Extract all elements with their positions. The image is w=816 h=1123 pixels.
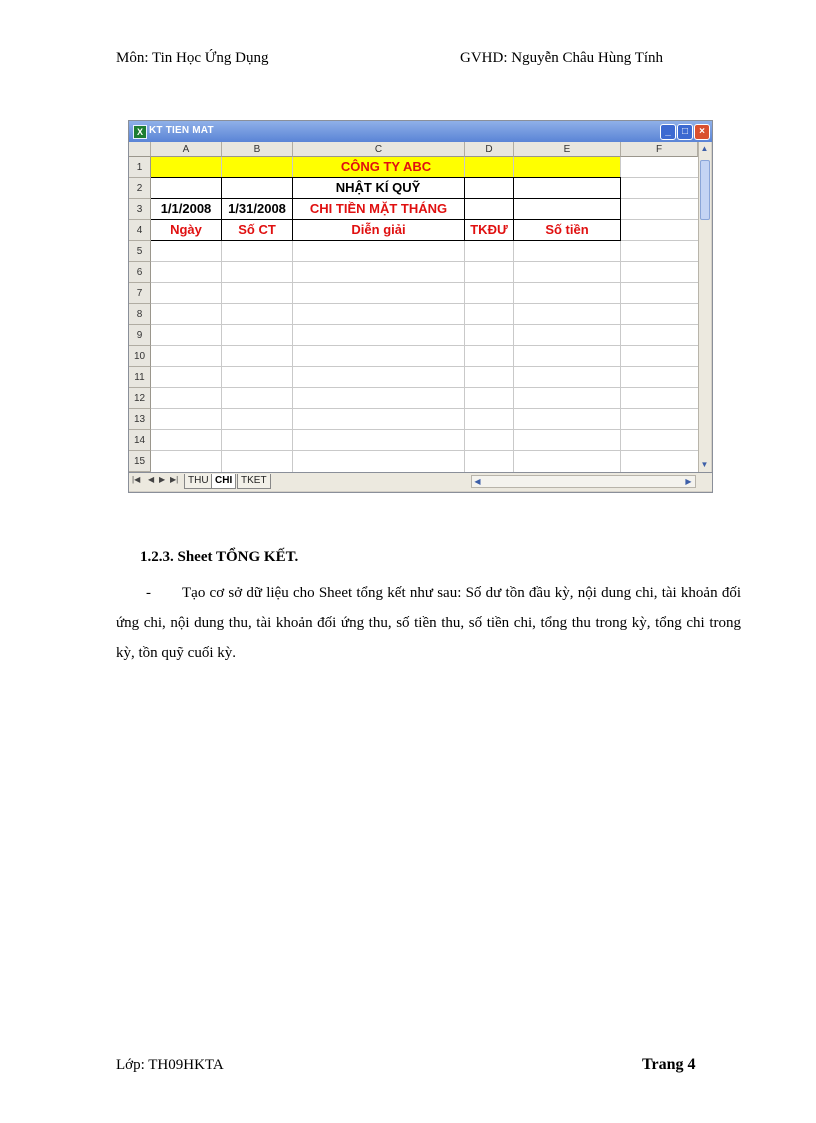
sheet-tab-tket[interactable]: TKET	[237, 474, 271, 489]
scroll-right-icon[interactable]: ▶	[685, 477, 692, 486]
row-header[interactable]: 1	[129, 157, 151, 178]
cell-company[interactable]: CÔNG TY ABC	[340, 159, 432, 174]
bullet-dash: -	[146, 585, 151, 601]
section-heading: 1.2.3. Sheet TỔNG KẾT.	[140, 549, 299, 565]
section-paragraph	[116, 578, 741, 668]
minimize-button[interactable]: _	[660, 124, 676, 140]
cell-date-from[interactable]: 1/1/2008	[160, 201, 212, 216]
sheet-tab-chi[interactable]: CHI	[211, 474, 236, 489]
maximize-button[interactable]: □	[677, 124, 693, 140]
cell-col-description[interactable]: Diễn giải	[351, 222, 406, 237]
vertical-scrollbar[interactable]	[698, 142, 711, 472]
cell-col-account[interactable]: TKĐƯ	[470, 222, 508, 237]
header-subject: Môn: Tin Học Ứng Dụng	[116, 50, 269, 66]
sheet-tab-bar	[129, 472, 712, 491]
next-sheet-icon[interactable]: ▶	[159, 475, 166, 484]
row-header[interactable]: 13	[129, 409, 151, 430]
excel-icon: X	[133, 125, 147, 139]
spreadsheet-window	[128, 120, 713, 493]
window-title-bar	[129, 121, 712, 142]
footer-class: Lớp: TH09HKTA	[116, 1057, 224, 1073]
cell-col-voucher[interactable]: Số CT	[238, 222, 276, 237]
prev-sheet-icon[interactable]: ◀	[148, 475, 155, 484]
column-header-f[interactable]: F	[621, 142, 698, 157]
last-sheet-icon[interactable]: ▶|	[170, 475, 179, 484]
row-header[interactable]: 12	[129, 388, 151, 409]
row-header[interactable]: 2	[129, 178, 151, 199]
row-header[interactable]: 10	[129, 346, 151, 367]
column-header-d[interactable]: D	[465, 142, 514, 157]
close-button[interactable]: ×	[694, 124, 710, 140]
cell-date-to[interactable]: 1/31/2008	[228, 201, 286, 216]
first-sheet-icon[interactable]: |◀	[132, 475, 141, 484]
cell-col-date[interactable]: Ngày	[170, 222, 202, 237]
column-header-e[interactable]: E	[514, 142, 621, 157]
row-header[interactable]: 11	[129, 367, 151, 388]
footer-page-number: Trang 4	[642, 1056, 696, 1073]
select-all-corner[interactable]	[129, 142, 151, 157]
row-header[interactable]: 15	[129, 451, 151, 472]
column-header-b[interactable]: B	[222, 142, 293, 157]
scroll-left-icon[interactable]: ◀	[474, 477, 481, 486]
cell-col-amount[interactable]: Số tiền	[545, 222, 589, 237]
scroll-up-icon[interactable]: ▲	[700, 144, 709, 153]
vertical-scroll-thumb[interactable]	[700, 160, 710, 220]
row-header[interactable]: 6	[129, 262, 151, 283]
cell-grid[interactable]	[151, 157, 698, 472]
cell-subtitle[interactable]: CHI TIỀN MẶT THÁNG	[309, 201, 448, 216]
row-header[interactable]: 4	[129, 220, 151, 241]
horizontal-scrollbar[interactable]	[471, 475, 696, 488]
sheet-tab-thu[interactable]: THU	[184, 474, 213, 489]
cell-journal-title[interactable]: NHẬT KÍ QUỸ	[335, 180, 421, 195]
column-header-a[interactable]: A	[151, 142, 222, 157]
row-header[interactable]: 5	[129, 241, 151, 262]
row-header[interactable]: 9	[129, 325, 151, 346]
paragraph-text: Tạo cơ sở dữ liệu cho Sheet tổng kết như sau: Số dư tồn đầu kỳ, nội dung chi, tài khoản đối ứng chi, nội dung thu, tài khoản đối ứng thu, số tiền thu, số tiền chi, tổng thu trong kỳ, tổng chi trong kỳ, tồn quỹ cuối kỳ.	[116, 585, 741, 661]
column-header-c[interactable]: C	[293, 142, 465, 157]
row-header[interactable]: 3	[129, 199, 151, 220]
window-title: KT TIEN MAT	[149, 125, 214, 136]
row-header[interactable]: 14	[129, 430, 151, 451]
header-teacher: GVHD: Nguyễn Châu Hùng Tính	[460, 50, 664, 66]
scroll-down-icon[interactable]: ▼	[700, 460, 709, 469]
row-header[interactable]: 7	[129, 283, 151, 304]
row-header[interactable]: 8	[129, 304, 151, 325]
